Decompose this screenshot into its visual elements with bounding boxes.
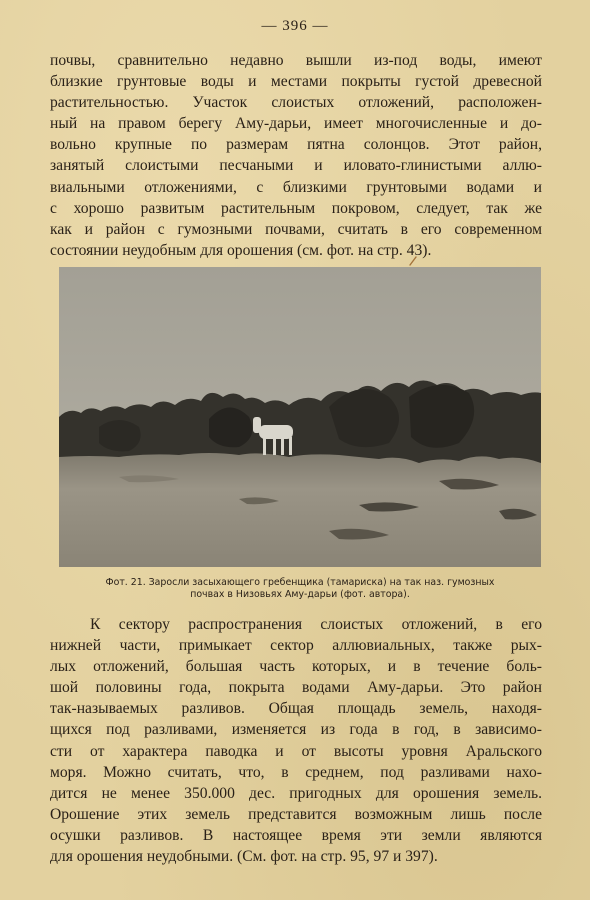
text-line: ный на правом берегу Аму-дарьи, имеет многочисленные и до- — [50, 115, 542, 133]
text-line: виальными отложениями, с близкими грунтовыми водами и — [50, 178, 542, 196]
text-line: состоянии неудобным для орошения (см. фот. на стр. 43). — [50, 241, 432, 259]
text-line: К сектору распространения слоистых отложений, в его — [90, 616, 542, 633]
text-line: занятый слоистыми песчаными и иловато-глинистыми аллю- — [50, 157, 542, 175]
text-line: с хорошо развитым растительным покровом, следует, так же — [50, 199, 542, 217]
page-number: — 396 — — [261, 18, 329, 34]
paragraph-1 — [50, 50, 542, 261]
text-line: растительностью. Участок слоистых отложений, расположен- — [50, 94, 542, 112]
pencil-mark — [408, 256, 418, 266]
caption-line: Фот. 21. Заросли засыхающего гребенщика (тамариска) на так наз. гумозных — [105, 577, 495, 588]
text-line: близкие грунтовые воды и местами покрыты густой древесной — [50, 73, 542, 91]
caption-line: почвах в Низовьях Аму-дарьи (фот. автора). — [190, 588, 410, 600]
text-line: как и район с гумозными почвами, считать в его современном — [50, 220, 542, 238]
photo-image — [59, 267, 541, 567]
text-line: осушки разливов. В настоящее время эти земли являются — [50, 826, 542, 844]
text-line: нижней части, примыкает сектор аллювиальных, также рых- — [50, 637, 542, 655]
text-line: лых отложений, большая часть которых, и в течение боль- — [50, 658, 542, 676]
photograph-tamarisk-thickets — [59, 267, 541, 567]
text-line: Орошение этих земель представится возможным лишь после — [50, 805, 542, 823]
text-line: вольно крупные по размерам пятна солонцов. Этот район, — [50, 136, 542, 154]
text-line: щихся под разливами, изменяется из года в год, в зависимо- — [50, 721, 542, 739]
paragraph-2 — [50, 614, 542, 867]
text-line: шой половины года, покрыта водами Аму-дарьи. Это район — [50, 679, 542, 697]
text-line: почвы, сравнительно недавно вышли из-под воды, имеют — [50, 52, 542, 69]
text-line: так-называемых разливов. Общая площадь земель, находя- — [50, 700, 542, 718]
text-line: сти от характера паводка и от высоты уровня Аральского — [50, 742, 542, 760]
photo-caption — [62, 577, 538, 600]
text-line: моря. Можно считать, что, в среднем, под разливами нахо- — [50, 763, 542, 781]
text-line: дится не менее 350.000 дес. пригодных для орошения земель. — [50, 784, 542, 802]
text-line: для орошения неудобными. (См. фот. на стр. 95, 97 и 397). — [50, 848, 438, 866]
